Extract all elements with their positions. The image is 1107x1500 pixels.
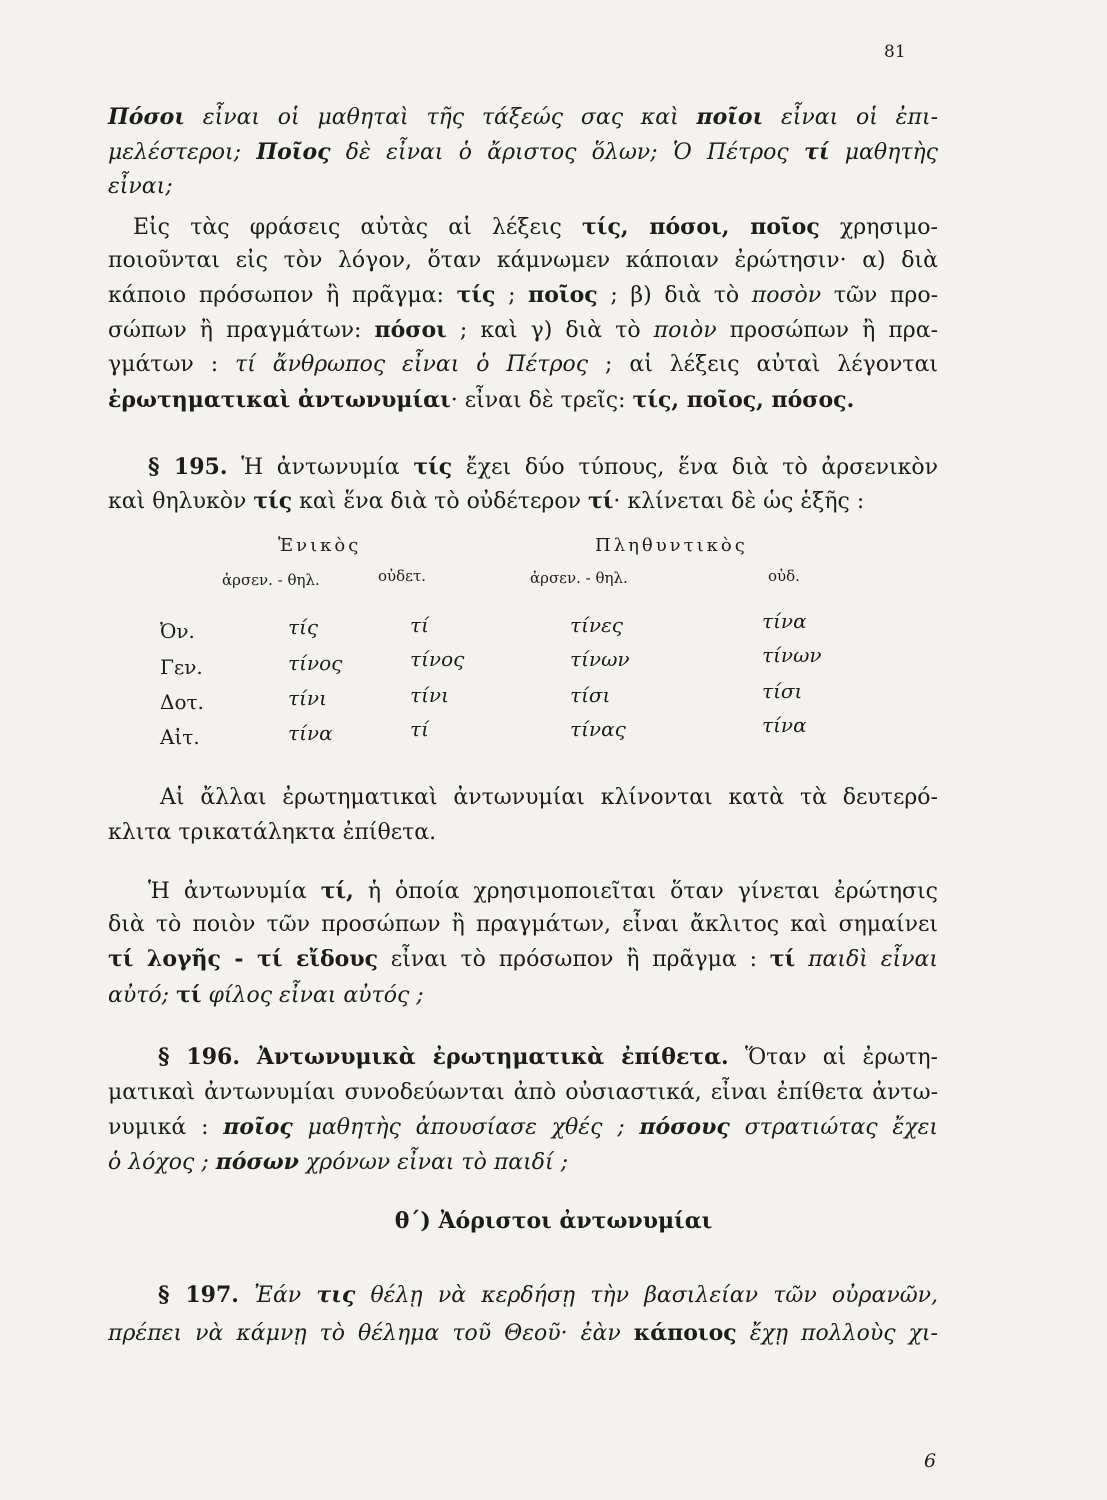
text: τῶν προ- <box>821 283 938 308</box>
form-cell: τί <box>410 717 429 741</box>
text: ; β) διὰ τὸ <box>597 283 752 308</box>
line <box>148 452 938 483</box>
text: Ἡ ἀντωνυμία <box>227 455 414 480</box>
signature-mark: 6 <box>924 1450 937 1472</box>
plural-header: Πληθυντικὸς <box>595 535 748 556</box>
case-label: Δοτ. <box>160 690 204 714</box>
case-label: Αἰτ. <box>160 725 200 749</box>
text-italic: παιδὶ εἶναι <box>795 947 938 972</box>
text-italic: μαθητὴς ἀπουσίασε χθές ; <box>292 1115 640 1140</box>
text-italic: δὲ εἶναι ὁ ἄριστος ὅλων; Ὁ Πέτρος <box>330 140 805 165</box>
line: κλιτα τρικατάληκτα ἐπίθετα. <box>108 820 437 845</box>
text-italic: αὐτό; <box>108 983 177 1008</box>
form-cell: τίνα <box>762 713 807 737</box>
form-cell: τίνος <box>288 651 343 675</box>
form-cell: τίνες <box>570 613 623 637</box>
word-bold: τί <box>587 488 614 514</box>
page-number: 81 <box>884 42 906 62</box>
line: Αἱ ἄλλαι ἐρωτηματικαὶ ἀντωνυμίαι κλίνονται κατὰ τὰ δευτερό- <box>160 785 938 810</box>
text-italic: μαθητὴς <box>829 140 939 165</box>
form-cell: τίνας <box>570 717 626 741</box>
text: σώπων ἢ πραγμάτων: <box>108 318 375 343</box>
text: ἡ ὁποία χρησιμοποιεῖται ὅταν γίνεται ἐρώτησις <box>353 879 938 904</box>
line <box>133 212 938 243</box>
form-cell: τίνι <box>410 683 449 707</box>
line <box>108 486 938 517</box>
word-bold: τί λογῆς - τί εἴδους <box>108 946 378 972</box>
word-bold-italic: ποῖοι <box>696 104 764 130</box>
word-bold: τίς, ποῖος, πόσος. <box>632 387 855 413</box>
form-cell: τί <box>410 613 429 637</box>
section-number: § 195. <box>148 454 228 480</box>
line <box>108 315 938 346</box>
text-italic: Ἐάν <box>238 1283 317 1308</box>
line: διὰ τὸ ποιὸν τῶν προσώπων ἢ πραγμάτων, εἶναι ἄκλιτος καὶ σημαίνει <box>108 912 938 937</box>
form-cell: τίσι <box>570 683 611 707</box>
word-bold-italic: Ποῖος <box>256 139 331 165</box>
text: γμάτων : <box>108 352 236 377</box>
text: ; αἱ λέξεις αὐταὶ λέγονται <box>588 352 939 377</box>
word-bold-italic: ποῖος <box>223 1114 293 1140</box>
word-bold: πόσοι <box>374 317 447 343</box>
word-bold: τίς <box>413 454 453 480</box>
word-bold-italic: πόσων <box>215 1149 299 1175</box>
word-bold-italic: πόσους <box>639 1114 730 1140</box>
word-bold: τίς <box>456 282 496 308</box>
text-italic: ποιὸν <box>653 318 717 343</box>
declension-table <box>160 535 840 755</box>
form-cell: τίνων <box>570 647 630 671</box>
line <box>108 1112 938 1143</box>
text: Ὅταν αἱ ἐρωτη- <box>728 1045 938 1070</box>
text-italic: τί ἄνθρωπος εἶναι ὁ Πέτρος <box>235 352 589 377</box>
singular-header: Ἑνικὸς <box>278 535 362 556</box>
line <box>108 280 938 311</box>
text: προσώπων ἢ πρα- <box>716 318 939 343</box>
word-bold: τίς, πόσοι, ποῖος <box>582 214 820 240</box>
text: Ἡ ἀντωνυμία <box>148 879 321 904</box>
sub-header: οὐδετ. <box>378 567 427 585</box>
text-italic: χρόνων εἶναι τὸ παιδί ; <box>298 1150 569 1175</box>
line <box>108 102 938 133</box>
text: χρησιμο- <box>819 215 938 240</box>
text-italic: μελέστεροι; <box>108 140 257 165</box>
text-italic: ἔχῃ πολλοὺς χι- <box>736 1321 938 1346</box>
form-cell: τίσι <box>762 679 803 703</box>
text: κάποιο πρόσωπον ἢ πρᾶγμα: <box>108 283 457 308</box>
sub-header: ἀρσεν. - θηλ. <box>530 569 628 587</box>
case-label: Ὀν. <box>160 619 195 643</box>
line <box>108 1147 938 1178</box>
line <box>108 944 938 975</box>
form-cell: τίς <box>288 615 319 639</box>
line <box>108 385 938 416</box>
form-cell: τίνι <box>288 686 327 710</box>
text: καὶ ἕνα διὰ τὸ οὐδέτερον <box>292 489 588 514</box>
text-italic: εἶναι οἱ ἐπι- <box>763 105 939 130</box>
line <box>108 1318 938 1349</box>
section-heading: θ΄) Ἀόριστοι ἀντωνυμίαι <box>394 1208 713 1234</box>
line: εἶναι; <box>108 174 173 199</box>
text: καὶ θηλυκὸν <box>108 489 254 514</box>
text: ; <box>495 283 529 308</box>
word-bold: τίς <box>253 488 293 514</box>
text-italic: εἶναι οἱ μαθηταὶ τῆς τάξεώς σας καὶ <box>185 105 697 130</box>
text: νυμικά : <box>108 1115 224 1140</box>
word-bold: κάποιος <box>633 1320 737 1346</box>
word-bold: τί <box>769 946 796 972</box>
word-bold: τί, <box>320 878 354 904</box>
text-italic: ὁ λόχος ; <box>108 1150 216 1175</box>
line <box>108 980 938 1011</box>
form-cell: τίνος <box>410 647 465 671</box>
word-bold-italic: τί <box>804 139 830 165</box>
text: ; καὶ γ) διὰ τὸ <box>446 318 654 343</box>
line <box>108 350 938 380</box>
text-italic: ποσὸν <box>751 283 822 308</box>
text: εἶναι τὸ πρόσωπον ἢ πρᾶγμα : <box>377 947 770 972</box>
form-cell: τίνων <box>762 643 822 667</box>
text-italic: στρατιώτας ἔχει <box>729 1115 938 1140</box>
text: Εἰς τὰς φράσεις αὐτὰς αἱ λέξεις <box>133 215 582 240</box>
text-italic: πρέπει νὰ κάμνῃ τὸ θέλημα τοῦ Θεοῦ· ἐὰν <box>108 1321 634 1346</box>
text-italic: φίλος εἶναι αὐτός ; <box>201 983 424 1008</box>
line: ματικαὶ ἀντωνυμίαι συνοδεύωνται ἀπὸ οὐσιαστικά, εἶναι ἐπίθετα ἀντω- <box>108 1080 938 1105</box>
section-title: § 196. Ἀντωνυμικὰ ἐρωτηματικὰ ἐπίθετα. <box>158 1044 729 1070</box>
line <box>158 1042 938 1073</box>
word-bold: ποῖος <box>528 282 598 308</box>
case-label: Γεν. <box>160 655 203 679</box>
text: · κλίνεται δὲ ὡς ἑξῆς : <box>613 489 865 514</box>
word-bold-italic: τις <box>316 1282 356 1308</box>
line: ποιοῦνται εἰς τὸν λόγον, ὅταν κάμνωμεν κάποιαν ἐρώτησιν· α) διὰ <box>108 248 938 273</box>
sub-header: οὐδ. <box>768 567 800 585</box>
word-bold: ἐρωτηματικαὶ ἀντωνυμίαι <box>108 387 451 413</box>
sub-header: ἀρσεν. - θηλ. <box>222 571 320 589</box>
line <box>148 876 938 907</box>
text: · εἶναι δὲ τρεῖς: <box>450 388 633 413</box>
line <box>158 1280 938 1311</box>
form-cell: τίνα <box>762 609 807 633</box>
word-bold-italic: Πόσοι <box>108 104 185 130</box>
text-italic: θέλῃ νὰ κερδήσῃ τὴν βασιλείαν τῶν οὐρανῶν, <box>355 1283 939 1308</box>
text: ἔχει δύο τύπους, ἕνα διὰ τὸ ἀρσενικὸν <box>452 455 938 480</box>
form-cell: τίνα <box>288 721 333 745</box>
word-bold: τί <box>176 982 202 1008</box>
section-number: § 197. <box>158 1282 239 1308</box>
line <box>108 137 938 168</box>
